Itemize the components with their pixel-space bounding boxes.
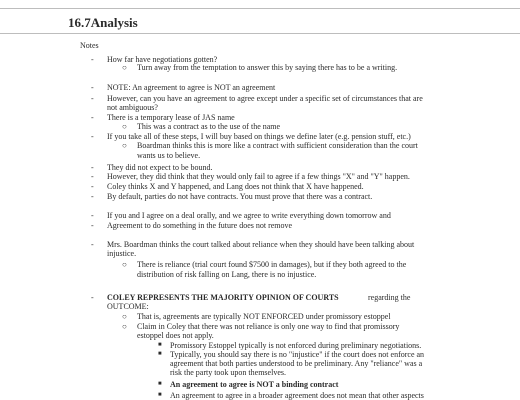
note-line: OUTCOME: — [107, 302, 149, 311]
note-line: An agreement to agree in a broader agreement does not mean that other aspects — [170, 391, 424, 400]
square-bullet: ■ — [158, 381, 162, 387]
note-line: If you take all of these steps, I will buy based on things we define later (e.g. pension stuff, etc.) — [107, 132, 411, 141]
note-line: However, can you have an agreement to agree except under a specific set of circumstances that are — [107, 94, 423, 103]
note-line: Typically, you should say there is no "injustice" if the court does not enforce an — [170, 350, 425, 359]
circle-bullet: ○ — [122, 260, 127, 269]
circle-bullet: ○ — [122, 63, 127, 72]
note-line: That is, agreements are typically NOT ENFORCED under promissory estoppel — [137, 312, 391, 321]
note-line: There is a temporary lease of JAS name — [107, 113, 235, 122]
square-bullet: ■ — [158, 351, 162, 357]
dash-marker: - — [91, 113, 94, 122]
note-line: injustice. — [107, 249, 137, 258]
note-line-bold: COLEY REPRESENTS THE MAJORITY OPINION OF COURTS — [107, 293, 339, 302]
note-line: There is reliance (trial court found $7500 in damages), but if they both agreed to the — [137, 260, 407, 269]
note-line: not ambiguous? — [107, 103, 158, 112]
dash-marker: - — [91, 240, 94, 249]
square-bullet: ■ — [158, 392, 162, 398]
dash-marker: - — [91, 94, 94, 103]
top-rule — [0, 8, 520, 9]
note-line: wants us to believe. — [137, 151, 201, 160]
note-line: Claim in Coley that there was not reliance is only one way to find that promissory — [137, 322, 400, 331]
title-rule — [0, 33, 520, 34]
note-line: By default, parties do not have contracts. You must prove that there was a contract. — [107, 192, 373, 201]
note-line: This was a contract as to the use of the name — [137, 122, 281, 131]
note-line: estoppel does not apply. — [137, 331, 214, 340]
note-line: However, they did think that they would only fail to agree if a few things "X" and "Y" happen. — [107, 172, 410, 181]
note-line: agreement that both parties understood to be preliminary. Any "reliance" was a — [170, 359, 423, 368]
dash-marker: - — [91, 163, 94, 172]
note-line: How far have negotiations gotten? — [107, 55, 218, 64]
circle-bullet: ○ — [122, 312, 127, 321]
dash-marker: - — [91, 55, 94, 64]
note-line: Coley thinks X and Y happened, and Lang does not think that X have happened. — [107, 182, 364, 191]
notes-label: Notes — [80, 41, 99, 50]
note-line-bold: An agreement to agree is NOT a binding contract — [170, 380, 339, 389]
dash-marker: - — [91, 132, 94, 141]
circle-bullet: ○ — [122, 141, 127, 150]
note-line: regarding the — [368, 293, 411, 302]
dash-marker: - — [91, 293, 94, 302]
circle-bullet: ○ — [122, 122, 127, 131]
note-line: NOTE: An agreement to agree is NOT an agreement — [107, 83, 276, 92]
dash-marker: - — [91, 83, 94, 92]
dash-marker: - — [91, 172, 94, 181]
note-line: Boardman thinks this is more like a contract with sufficient consideration than the court — [137, 141, 418, 150]
dash-marker: - — [91, 221, 94, 230]
note-line: Agreement to do something in the future does not remove — [107, 221, 293, 230]
page-title: 16.7Analysis — [68, 15, 138, 30]
dash-marker: - — [91, 192, 94, 201]
note-line: distribution of risk falling on Lang, there is no injustice. — [137, 270, 317, 279]
dash-marker: - — [91, 211, 94, 220]
circle-bullet: ○ — [122, 322, 127, 331]
note-line: If you and I agree on a deal orally, and we agree to write everything down tomorrow and — [107, 211, 391, 220]
square-bullet: ■ — [158, 342, 162, 348]
note-line: They did not expect to be bound. — [107, 163, 213, 172]
note-line: Mrs. Boardman thinks the court talked about reliance when they should have been talking about — [107, 240, 415, 249]
dash-marker: - — [91, 182, 94, 191]
note-line: Promissory Estoppel typically is not enforced during preliminary negotiations. — [170, 341, 422, 350]
note-line: Turn away from the temptation to answer this by saying there has to be a writing. — [137, 63, 398, 72]
note-line: risk the party took upon themselves. — [170, 368, 286, 377]
